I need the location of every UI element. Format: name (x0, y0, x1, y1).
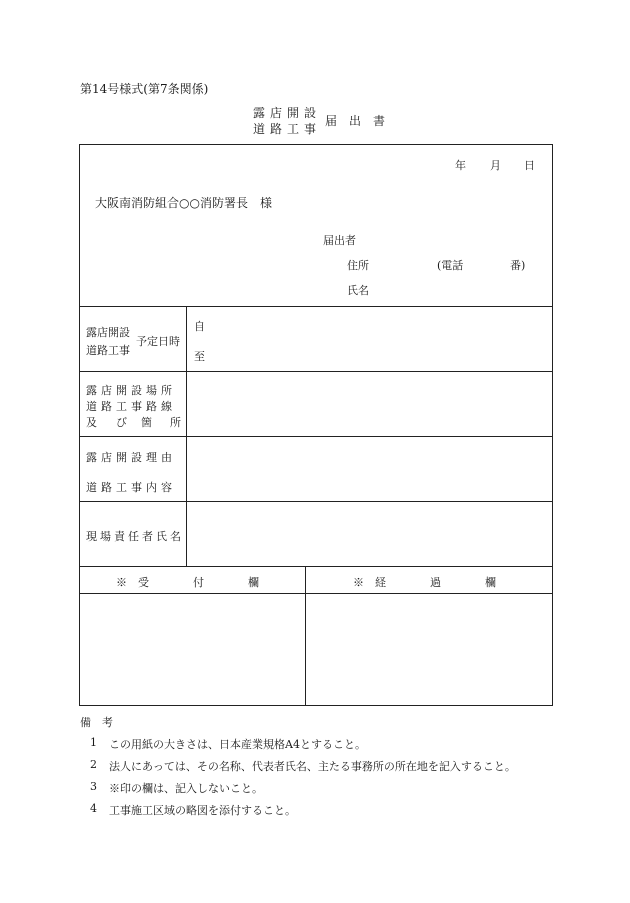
to-label: 至 (194, 350, 205, 363)
address-label: 住所 (347, 259, 369, 272)
title-suffix: 届 出 書 (325, 114, 386, 128)
phone-label: (電話 (437, 259, 464, 272)
note-number: 2 (90, 758, 97, 771)
note-text: 法人にあっては、その名称、代表者氏名、主たる事務所の所在地を記入すること。 (109, 760, 516, 773)
location-label-3b: び (116, 416, 127, 429)
note-number: 3 (90, 780, 97, 793)
note-number: 4 (90, 802, 97, 815)
progress-header: ※ 経 過 欄 (353, 576, 496, 589)
title-line-2: 道路工事 (253, 122, 322, 136)
reason-label-2: 道路工事内容 (86, 481, 176, 494)
note-text: 工事施工区域の略図を添付すること。 (109, 804, 296, 817)
supervisor-label: 現場責任者氏名 (86, 530, 184, 543)
date-month: 月 (490, 159, 501, 172)
note-text: この用紙の大きさは、日本産業規格A4とすること。 (109, 738, 366, 751)
applicant-label: 届出者 (323, 234, 356, 247)
location-label-2: 道路工事路線 (86, 400, 176, 413)
name-label: 氏名 (347, 284, 369, 297)
date-year: 年 (455, 159, 466, 172)
notes-heading: 備 考 (80, 716, 113, 729)
divider-reason (79, 501, 553, 502)
divider-schedule (79, 371, 553, 372)
schedule-label-2: 道路工事 (86, 344, 130, 357)
phone-suffix: 番) (510, 259, 526, 272)
date-day: 日 (524, 159, 535, 172)
from-label: 自 (194, 320, 205, 333)
note-number: 1 (90, 736, 97, 749)
box-column-divider (305, 566, 306, 706)
schedule-label-1: 露店開設 (86, 326, 130, 339)
reason-label-1: 露店開設理由 (86, 451, 176, 464)
label-column-divider (186, 306, 187, 566)
reception-header: ※ 受 付 欄 (116, 576, 259, 589)
divider-location (79, 436, 553, 437)
title-line-1: 露店開設 (253, 106, 322, 120)
divider-header (79, 306, 553, 307)
location-label-1: 露店開設場所 (86, 384, 176, 397)
note-text: ※印の欄は、記入しないこと。 (109, 782, 263, 795)
schedule-label-3: 予定日時 (136, 335, 180, 348)
form-number: 第14号様式(第7条関係) (80, 82, 209, 96)
location-label-3c: 箇 (141, 416, 152, 429)
divider-box-headers (79, 593, 553, 594)
divider-supervisor (79, 566, 553, 567)
location-label-3a: 及 (86, 416, 97, 429)
location-label-3d: 所 (170, 416, 181, 429)
addressee: 大阪南消防組合○○消防署長 様 (95, 196, 272, 210)
